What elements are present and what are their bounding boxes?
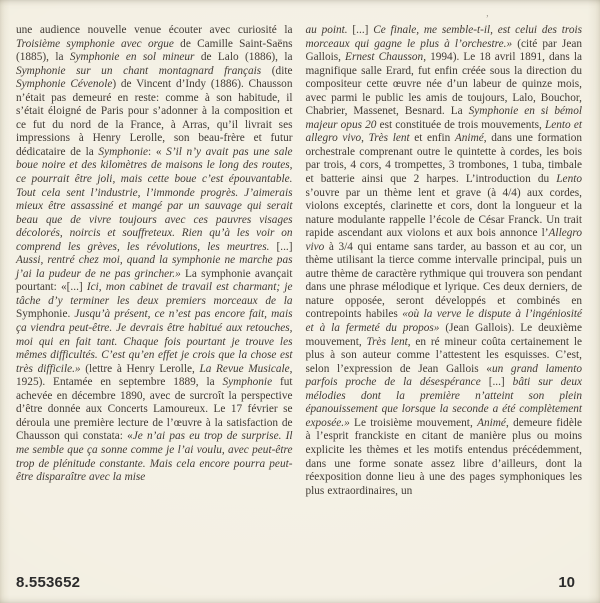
catalog-number: 8.553652 xyxy=(16,574,81,591)
left-column-text: une audience nouvelle venue écouter avec curiosité la Troisième symphonie avec orgue de Camille Saint-Saëns (1885), la Symphonie en sol mineur de Lalo (1886), la Symphonie sur un chant montagnard français (dite Symphonie Cévenole) de Vincent d’Indy (1886). Chausson n’était pas demeuré en reste: comme à son habitude, il s’était éloigné de Paris pour s’adonner à la composition et ce fut du nord de la France, à Arras, qu’il livrait ses impressions à Henry Lerolle, son beau-frère et futur dédicataire de la Symphonie: « S’il n’y avait pas une sale boue noire et des kilomètres de maisons le long des routes, ce pourrait être joli, mais cette boue c’est épouvantable. Tout cela sent l’industrie, l’immonde progrès. J’aimerais mieux être assassiné et mangé par un sauvage qui serait beau que de vivre toujours avec ces pauvres visages décolorés, noircis et souffreteux. Rien qu’à les voir on comprend les grèves, les révolutions, les meurtres. [...] Aussi, rentré chez moi, quand la symphonie ne marche pas j’ai la pudeur de ne pas grincher.» La symphonie avançait pourtant: «[...] Ici, mon cabinet de travail est charmant; je tâche d’y terminer les deux premiers morceaux de la Symphonie. Jusqu’à présent, ce n’est pas encore fait, mais ça viendra peut-être. Je devrais être habitué aux retouches, moi qui en fait tant. Chaque fois pourtant je trouve les mêmes difficultés. C’est qu’en effet je crois que la chose est très difficile.» (lettre à Henry Lerolle, La Revue Musicale, 1925). Entamée en septembre 1889, la Symphonie fut achevée en décembre 1890, avec de surcroît la perspective d’être donnée aux Concerts Lamoureux. Le 17 février se déroula une première lecture de l’œuvre à la satisfaction de Chausson qui constata: «Je n’ai pas eu trop de surprise. Il me semble que ça sonne comme je l’ai voulu, avec peut-être trop de plénitude constante. Mais cela encore pourra peut-être disparaître avec la mise xyxy=(16,24,293,484)
page-number: 10 xyxy=(558,574,575,591)
scan-speck: ’ xyxy=(485,14,489,25)
right-column-text: au point. [...] Ce finale, me semble-t-il, est celui des trois morceaux qui gagne le plus à l’orchestre.» (cité par Jean Gallois, Ernest Chausson, 1994). Le 18 avril 1891, dans la magnifique salle Erard, fut enfin créée sous la direction du compositeur cette œuvre née d’un labeur de quinze mois, avec parmi le public les amis de toujours, Lalo, Bouchor, Chabrier, Massenet, Besnard. La Symphonie en si bémol majeur opus 20 est constituée de trois mouvements, Lento et allegro vivo, Très lent et enfin Animé, dans une formation orchestrale comprenant outre le quintette à cordes, les bois par trois, 4 cors, 4 trompettes, 3 trombones, 1 tuba, timbale et batterie ainsi que 2 harpes. L’introduction du Lento s’ouvre par un thème lent et grave (à 4/4) aux cordes, violons exceptés, clarinette et cors, dont la longueur et la nature modulante rappelle l’école de César Franck. Un trait rapide ascendant aux violons et aux bois annonce l’Allegro vivo à 3/4 qui entame sans tarder, au basson et au cor, un thème utilisant la tierce comme intervalle principal, puis un autre thème de caractère rythmique qui trouvera son pendant dans une phrase mélodique et lyrique. Ces deux derniers, de nature opposée, seront développés et combinés en contrepoints habiles «où la verve le dispute à l’ingéniosité et à la fermeté du propos» (Jean Gallois). Le deuxième mouvement, Très lent, en ré mineur coûta certainement le plus à son auteur comme l’attestent les esquisses. C’est, selon l’expression de Jean Gallois «un grand lamento parfois proche de la désespérance [...] bâti sur deux mélodies dont la première n’atteint son plein épanouissement que lorsque la seconde a été complètement exposée.» Le troisième mouvement, Animé, demeure fidèle à l’esprit franckiste en citant de manière plus ou moins explicite les thèmes et les motifs entendus précédemment, dans une forme sonate assez libre d’ailleurs, dont la réexposition donne lieu à une des pages symphoniques les plus extraordinaires, un xyxy=(305,24,583,497)
